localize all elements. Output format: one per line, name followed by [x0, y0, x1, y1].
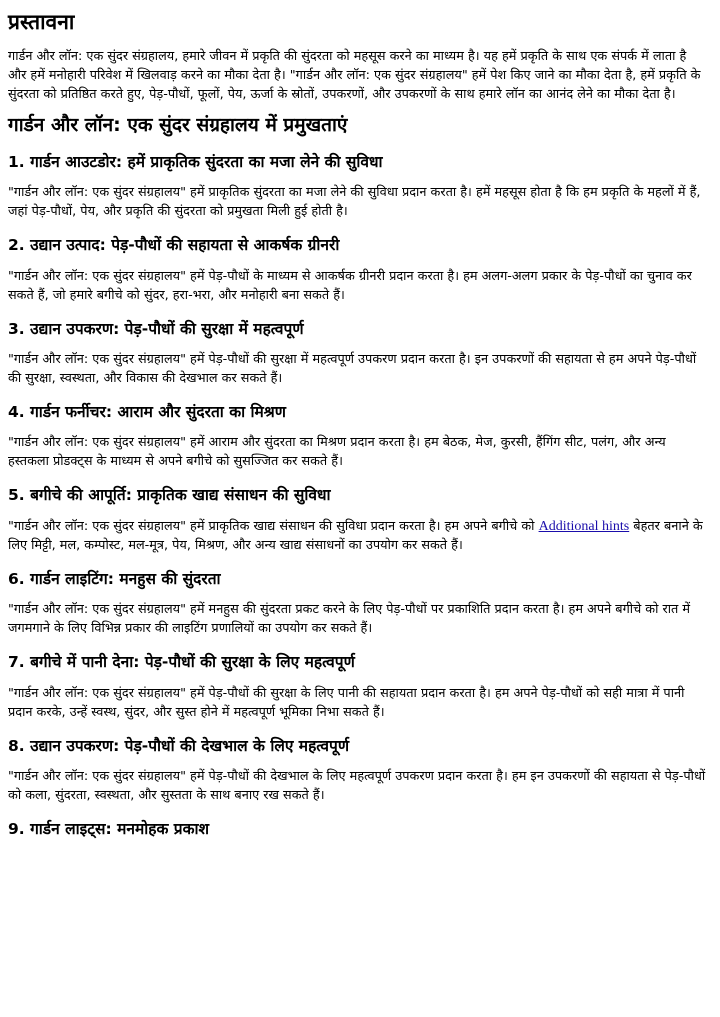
section-5-paragraph	[8, 517, 708, 555]
section-7-heading: 7. बगीचे में पानी देना: पेड़-पौधों की सुरक्षा के लिए महत्वपूर्ण	[8, 653, 355, 672]
section-7-paragraph: "गार्डन और लॉन: एक सुंदर संग्रहालय" हमें पेड़-पौधों की सुरक्षा के लिए पानी की सहायता प्रदान करता है। हम अपने पेड़-पौधों को सही मात्रा में पानी प्रदान करके, उन्हें स्वस्थ, सुंदर, और सुस्त होने में महत्वपूर्ण भूमिका निभा सकते हैं।	[8, 685, 685, 720]
intro-paragraph: गार्डन और लॉन: एक सुंदर संग्रहालय, हमारे जीवन में प्रकृति की सुंदरता को महसूस करने का माध्यम है। यह हमें प्रकृति के साथ एक संपर्क में लाता है और हमें मनोहारी परिवेश में खिलवाड़ करने का मौका देता है। "गार्डन और लॉन: एक सुंदर संग्रहालय" हमें पेश किए जाने का मौका देता है, हमें प्रकृति के सुंदरता को प्रतिष्ठित करते हुए, पेड़-पौधों, फूलों, पेय, ऊर्जा के स्रोतों, उपकरणों, और उपकरणों के साथ हमारे लॉन का आनंद लेने का मौका देता है।	[8, 49, 701, 103]
section-2-paragraph: "गार्डन और लॉन: एक सुंदर संग्रहालय" हमें पेड़-पौधों के माध्यम से आकर्षक ग्रीनरी प्रदान करता है। हम अलग-अलग प्रकार के पेड़-पौधों का चुनाव कर सकते हैं, जो हमारे बगीचे को सुंदर, हरा-भरा, और मनोहारी बना सकते हैं।	[8, 268, 692, 303]
main-heading: गार्डन और लॉन: एक सुंदर संग्रहालय में प्रमुखताएं	[8, 114, 348, 137]
section-8-heading: 8. उद्यान उपकरण: पेड़-पौधों की देखभाल के लिए महत्वपूर्ण	[8, 736, 350, 755]
section-5-heading: 5. बगीचे की आपूर्ति: प्राकृतिक खाद्य संसाधन की सुविधा	[8, 486, 331, 505]
section-9-heading: 9. गार्डन लाइट्स: मनमोहक प्रकाश	[8, 819, 210, 838]
section-8-paragraph: "गार्डन और लॉन: एक सुंदर संग्रहालय" हमें पेड़-पौधों की देखभाल के लिए महत्वपूर्ण उपकरण प्रदान करता है। हम इन उपकरणों की सहायता से पेड़-पौधों को कला, सुंदरता, स्वस्थता, और सुस्तता के साथ बनाए रख सकते हैं।	[8, 768, 706, 803]
section-3-heading: 3. उद्यान उपकरण: पेड़-पौधों की सुरक्षा में महत्वपूर्ण	[8, 319, 304, 338]
intro-heading: प्रस्तावना	[8, 10, 75, 34]
section-3-paragraph: "गार्डन और लॉन: एक सुंदर संग्रहालय" हमें पेड़-पौधों की सुरक्षा में महत्वपूर्ण उपकरण प्रदान करता है। इन उपकरणों की सहायता से हम अपने पेड़-पौधों की सुरक्षा, स्वस्थता, और विकास की देखभाल कर सकते हैं।	[8, 352, 697, 387]
section-5-text-after: बेहतर बनाने के लिए मिट्टी, मल, कम्पोस्ट, मल-मूत्र, पेय, मिश्रण, और अन्य खाद्य संसाधनों का उपयोग कर सकते हैं।	[8, 518, 703, 553]
section-1-paragraph: "गार्डन और लॉन: एक सुंदर संग्रहालय" हमें प्राकृतिक सुंदरता का मजा लेने की सुविधा प्रदान करता है। हमें महसूस होता है कि हम प्रकृति के महलों में हैं, जहां पेड़-पौधों, पेय, और प्रकृति की सुंदरता को प्रमुखता मिली हुई होती है।	[8, 185, 701, 220]
section-2-heading: 2. उद्यान उत्पाद: पेड़-पौधों की सहायता से आकर्षक ग्रीनरी	[8, 236, 340, 255]
section-6-paragraph: "गार्डन और लॉन: एक सुंदर संग्रहालय" हमें मनहुस की सुंदरता प्रकट करने के लिए पेड़-पौधों पर प्रकाशिति प्रदान करता है। हम अपने बगीचे को रात में जगमगाने के लिए विभिन्न प्रकार की लाइटिंग प्रणालियों का उपयोग कर सकते हैं।	[8, 602, 691, 637]
section-5-text-before: "गार्डन और लॉन: एक सुंदर संग्रहालय" हमें प्राकृतिक खाद्य संसाधन की सुविधा प्रदान करता है। हम अपने बगीचे को	[8, 518, 539, 534]
additional-hints-link[interactable]: Additional hints	[538, 518, 630, 534]
section-1-heading: 1. गार्डन आउटडोर: हमें प्राकृतिक सुंदरता का मजा लेने की सुविधा	[8, 152, 383, 171]
section-4-heading: 4. गार्डन फर्नीचर: आराम और सुंदरता का मिश्रण	[8, 403, 286, 422]
section-4-paragraph: "गार्डन और लॉन: एक सुंदर संग्रहालय" हमें आराम और सुंदरता का मिश्रण प्रदान करता है। हम बेठक, मेज, कुरसी, हैंगिंग सीट, पलंग, और अन्य हस्तकला प्रोडक्ट्स के माध्यम से अपने बगीचे को सुसज्जित कर सकते हैं।	[8, 435, 666, 470]
section-6-heading: 6. गार्डन लाइटिंग: मनहुस की सुंदरता	[8, 569, 221, 588]
